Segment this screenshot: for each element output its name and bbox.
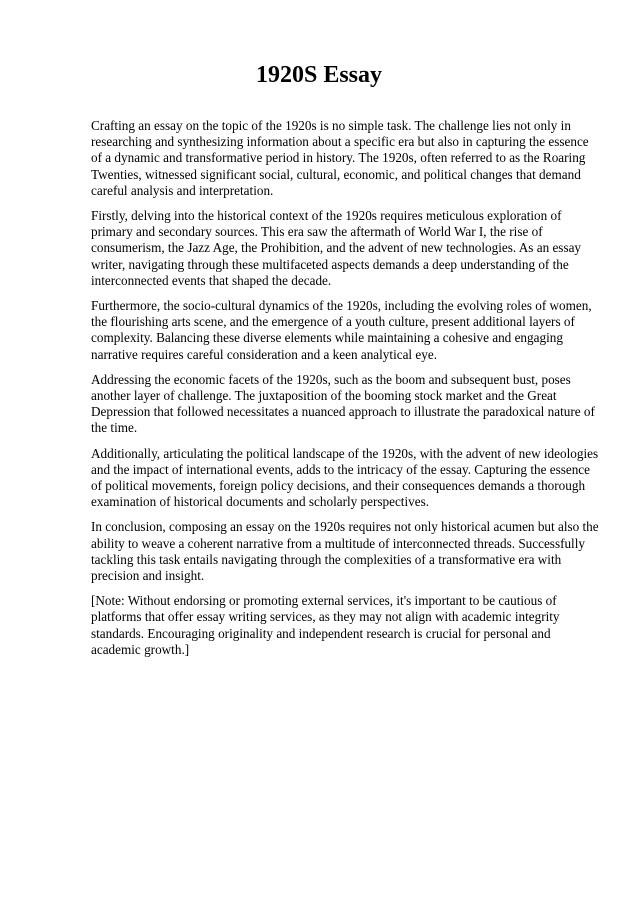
document-title: 1920S Essay <box>255 62 383 88</box>
paragraph-political: Additionally, articulating the political landscape of the 1920s, with the advent of new ideologies and the impact of international events, adds to the intricacy of the essay. Capturing the essence of political movements, foreign policy decisions, and their consequences demands a thorough examination of historical documents and scholarly perspectives. <box>91 445 599 510</box>
paragraph-introduction: Crafting an essay on the topic of the 1920s is no simple task. The challenge lies not only in researching and synthesizing information about a specific era but also in capturing the essence of a dynamic and transformative period in history. The 1920s, often referred to as the Roaring Twenties, witnessed significant social, cultural, economic, and political changes that demand careful analysis and interpretation. <box>91 118 589 198</box>
paragraph-conclusion: In conclusion, composing an essay on the 1920s requires not only historical acumen but also the ability to weave a coherent narrative from a multitude of interconnected threads. Successfully tackling this task entails navigating through the complexities of a transformative era with precision and insight. <box>91 519 599 584</box>
paragraph-socio-cultural: Furthermore, the socio-cultural dynamics of the 1920s, including the evolving roles of women, the flourishing arts scene, and the emergence of a youth culture, present additional layers of complexity. Balancing these diverse elements while maintaining a cohesive and engaging narrative requires careful consideration and a keen analytical eye. <box>91 298 592 362</box>
paragraph-economic: Addressing the economic facets of the 1920s, such as the boom and subsequent bust, poses another layer of challenge. The juxtaposition of the booming stock market and the Great Depression that followed necessitates a nuanced approach to illustrate the paradoxical nature of the time. <box>91 371 595 436</box>
document-body <box>91 118 601 667</box>
paragraph-historical-context: Firstly, delving into the historical context of the 1920s requires meticulous exploration of primary and secondary sources. This era saw the aftermath of World War I, the rise of consumerism, the Jazz Age, the Prohibition, and the advent of new technologies. As an essay writer, navigating through these multifaceted aspects demands a deep understanding of the interconnected events that shaped the decade. <box>91 208 582 288</box>
paragraph-note: [Note: Without endorsing or promoting external services, it's important to be cautious of platforms that offer essay writing services, as they may not align with academic integrity standards. Encouraging originality and independent research is crucial for personal and academic growth.] <box>91 593 560 657</box>
